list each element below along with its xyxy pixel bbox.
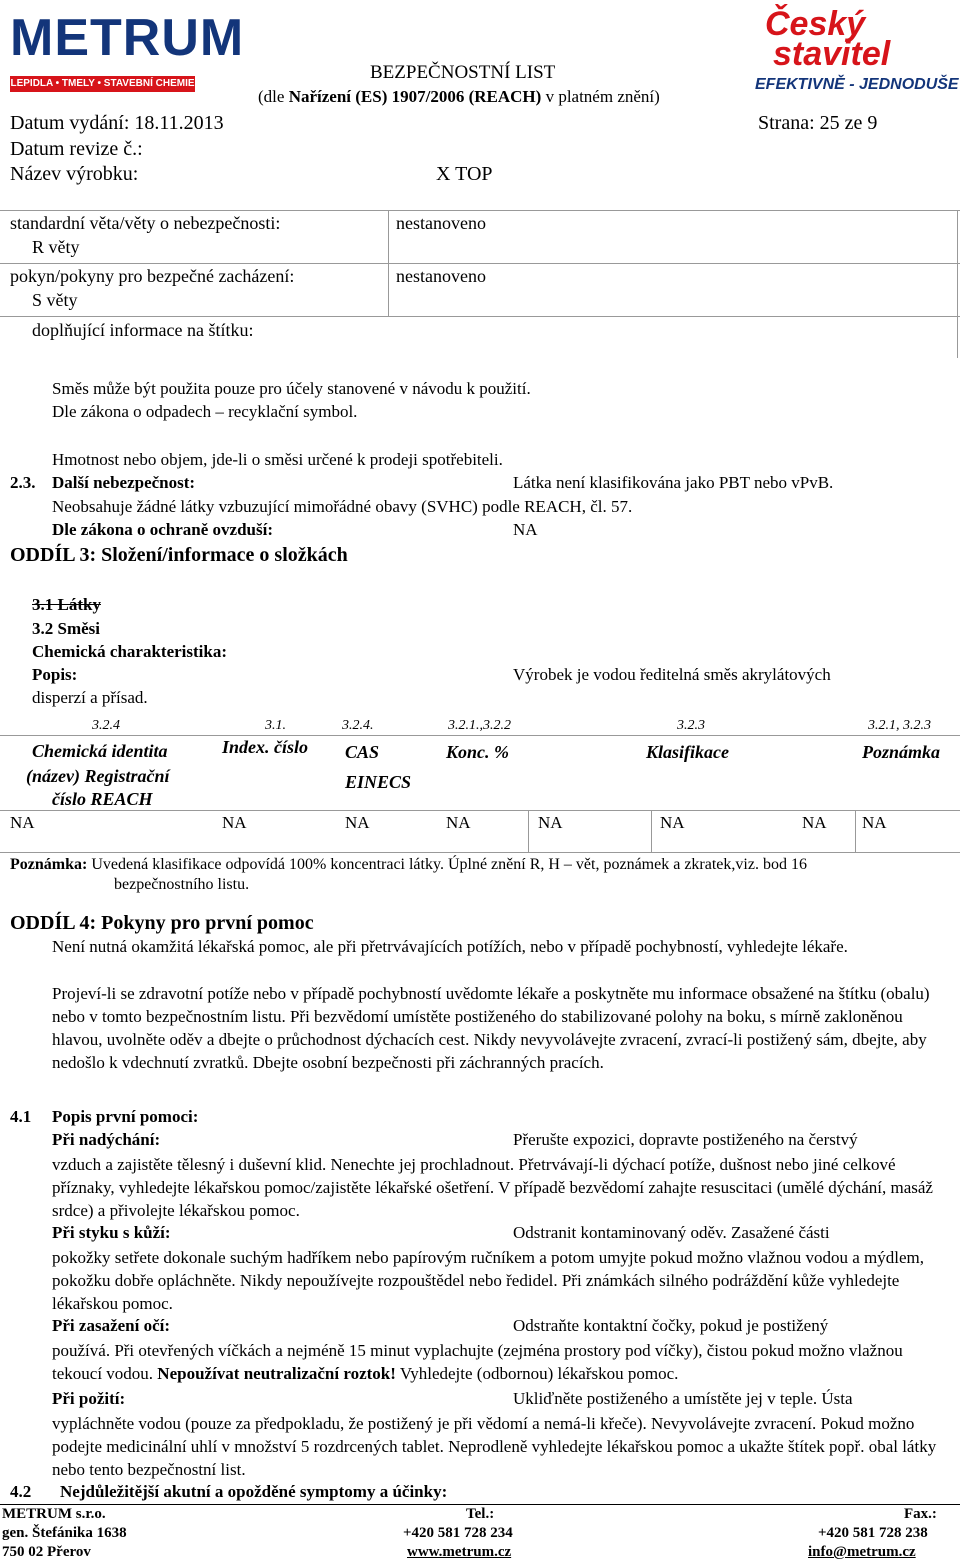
section-3-2-title: 3.2 Směsi [32,619,100,638]
inhalation-first-line: Přerušte expozici, dopravte postiženého na čerstvý [513,1130,858,1149]
eye-contact-text: používá. Při otevřených víčkách a nejméně 15 minut vyplachujte (zejména prostory pod víčky), čistou pokud možno vlažnou tekoucí vodou. Nepoužívat neutralizační roztok! Vyhledejte (odbornou) lékařskou pomoc. [52,1341,903,1383]
ref-conc: 3.2.1.,3.2.2 [448,718,511,733]
footer-fax-label: Fax.: [904,1506,937,1522]
product-label: Název výrobku: [10,163,139,185]
section-4-2-title: Nejdůležitější akutní a opožděné symptomy a účinky: [60,1482,448,1501]
composition-note-continued: bezpečnostního listu. [114,876,250,893]
s-phrases-label: S věty [32,290,78,310]
table-cell: NA [660,813,685,832]
first-aid-intro: Není nutná okamžitá lékařská pomoc, ale při přetrvávajících potížích, nebo v případě pochybností, vyhledejte lékaře. [52,937,848,956]
header-einecs: EINECS [345,772,412,792]
eye-contact-label: Při zasažení očí: [52,1316,171,1335]
section-3-title: ODDÍL 3: Složení/informace o složkách [10,544,348,566]
header-identity-2: (název) Registrační [26,766,170,786]
issue-date: Datum vydání: 18.11.2013 [10,112,224,134]
first-aid-general: Projeví-li se zdravotní potíže nebo v případě pochybností uvědomte lékaře a poskytněte mu informace obsažené na štítku (obalu) nebo v tomto bezpečnostním listu. Při bezvědomí umístěte postiženého do stabilizované polohy na boku, s mírně zakloněnou hlavou, uvolněte oděv a dbejte o průchodnost dýchacích cest. Nikdy nevyvolávejte zvracení, zvrací-li postižený sám, dbejte, aby nedošlo k vdechnutí zvratků. Dbejte osobní bezpečnosti při záchranných pracích. [52,984,930,1072]
other-hazards-value: Látka není klasifikována jako PBT nebo vPvB. [513,473,834,492]
air-protection-label: Dle zákona o ochraně ovzduší: [52,520,273,539]
footer-website-link[interactable]: www.metrum.cz [407,1544,512,1560]
table-border [0,263,960,264]
hazard-statements-value: nestanoveno [396,213,486,233]
page-number: Strana: 25 ze 9 [758,112,878,134]
cesky-stavitel-logo-tagline: EFEKTIVNĚ - JEDNODUŠE [755,76,959,93]
table-divider [388,210,389,316]
description-label: Popis: [32,665,78,684]
composition-table-cell-border [651,810,652,852]
document-title: BEZPEČNOSTNÍ LIST [370,62,556,83]
header-classification: Klasifikace [646,742,729,762]
ref-note: 3.2.1, 3.2.3 [868,718,931,733]
r-phrases-label: R věty [32,237,80,257]
header-identity: Chemická identita [32,741,168,761]
precautionary-statements-label: pokyn/pokyny pro bezpečné zacházení: [10,266,295,286]
table-border-top [0,210,960,211]
eye-contact-first-line: Odstraňte kontaktní čočky, pokud je postižený [513,1316,829,1335]
ingestion-first-line: Ukliďněte postiženého a umístěte jej v teple. Ústa [513,1389,853,1408]
other-hazards-label: Další nebezpečnost: [52,473,196,492]
composition-table-cell-border [855,810,856,852]
header-identity-3: číslo REACH [52,789,153,809]
table-cell: NA [222,813,247,832]
metrum-logo-tagline: LEPIDLA • TMELY • STAVEBNÍ CHEMIE [10,76,195,92]
precautionary-statements-value: nestanoveno [396,266,486,286]
cesky-stavitel-logo-line2: stavitel [773,35,891,73]
description-continued: disperzí a přísad. [32,688,148,707]
usage-text: Směs může být použita pouze pro účely stanovené v návodu k použití. [52,379,531,398]
skin-contact-first-line: Odstranit kontaminovaný oděv. Zasažené části [513,1223,830,1242]
section-2-3-number: 2.3. [10,473,36,492]
table-cell: NA [862,813,887,832]
weight-text: Hmotnost nebo objem, jde-li o směsi určené k prodeji spotřebiteli. [52,450,503,469]
svhc-text: Neobsahuje žádné látky vzbuzující mimořádné obavy (SVHC) podle REACH, čl. 57. [52,497,633,516]
footer-tel: +420 581 728 234 [403,1525,513,1541]
ingestion-text: vypláchněte vodou (pouze za předpokladu, že postižený je při vědomí a nemá-li křeče). Nevyvolávejte zvracení. Pokud možno podejte medicinální uhlí v množství 5 rozdrcených tablet. Neprodleně vyhledejte lékařskou pomoc a ukažte štítek popř. obal látky nebo tento bezpečnostní list. [52,1414,937,1479]
table-cell: NA [538,813,563,832]
product-name: X TOP [436,163,493,185]
table-cell: NA [10,813,35,832]
ref-cas: 3.2.4. [342,718,374,733]
air-protection-value: NA [513,520,538,539]
chemical-characteristics-label: Chemická charakteristika: [32,642,228,661]
table-cell: NA [345,813,370,832]
section-4-1-number: 4.1 [10,1107,32,1126]
footer-tel-label: Tel.: [466,1506,495,1522]
revision-date: Datum revize č.: [10,138,143,160]
section-4-title: ODDÍL 4: Pokyny pro první pomoc [10,912,314,934]
header-index: Index. číslo [222,737,309,757]
footer-email-link[interactable]: info@metrum.cz [808,1544,916,1560]
header-cas: CAS [345,742,380,762]
inhalation-label: Při nadýchání: [52,1130,161,1149]
skin-contact-text: pokožky setřete dokonale suchým hadříkem nebo papírovým ručníkem a potom umyjte pokud možno vlažnou vodou a mýdlem, pokožku dobře opláchněte. Nikdy nepoužívejte rozpouštědel nebo ředidel. Při známkách silného podráždění kůže vyhledejte lékařskou pomoc. [52,1248,924,1313]
table-divider [957,210,958,358]
cesky-stavitel-logo [755,5,959,100]
composition-note: Poznámka: Uvedená klasifikace odpovídá 100% koncentraci látky. Úplné znění R, H – vět, poznámek a zkratek,viz. bod 16 [10,856,807,873]
footer-city: 750 02 Přerov [2,1544,91,1560]
cesky-stavitel-logo-line1: Český [765,5,866,43]
section-3-1-title: 3.1 Látky [32,595,101,614]
ref-index: 3.1. [265,718,286,733]
ref-classification: 3.2.3 [677,718,705,733]
ref-identity: 3.2.4 [92,718,120,733]
footer-company: METRUM s.r.o. [2,1506,106,1522]
table-cell: NA [446,813,471,832]
metrum-logo [10,9,245,100]
footer-divider [0,1504,960,1505]
section-4-2-number: 4.2 [10,1482,32,1501]
section-4-1-title: Popis první pomoci: [52,1107,199,1126]
composition-table-divider [0,810,960,811]
inhalation-text: vzduch a zajistěte tělesný i duševní klid. Nenechte jej prochladnout. Přetrvávají-li dýchací potíže, dušnost nebo jiné celkové příznaky, vyhledejte lékařskou pomoc/zajistěte lékařské ošetření. V případě bezvědomí zahajte resuscitaci (umělé dýchání, masáž srdce) a přivolejte lékařskou pomoc. [52,1155,933,1220]
footer-fax: +420 581 728 238 [818,1525,928,1541]
composition-table-top [0,735,960,736]
metrum-logo-text: METRUM [10,9,245,67]
document-subtitle: (dle Nařízení (ES) 1907/2006 (REACH) v platném znění) [258,87,660,106]
table-cell: NA [802,813,827,832]
hazard-statements-label: standardní věta/věty o nebezpečnosti: [10,213,281,233]
composition-table-cell-border [528,810,529,852]
skin-contact-label: Při styku s kůží: [52,1223,171,1242]
table-border [0,316,960,317]
ingestion-label: Při požití: [52,1389,126,1408]
supplementary-info-label: doplňující informace na štítku: [32,320,254,340]
recycling-text: Dle zákona o odpadech – recyklační symbol. [52,402,358,421]
header-concentration: Konc. % [446,742,509,762]
header-note: Poznámka [862,742,941,762]
footer-street: gen. Štefánika 1638 [2,1525,127,1541]
composition-table-bottom [0,852,960,853]
description-value: Výrobek je vodou ředitelná směs akrylátových [513,665,831,684]
